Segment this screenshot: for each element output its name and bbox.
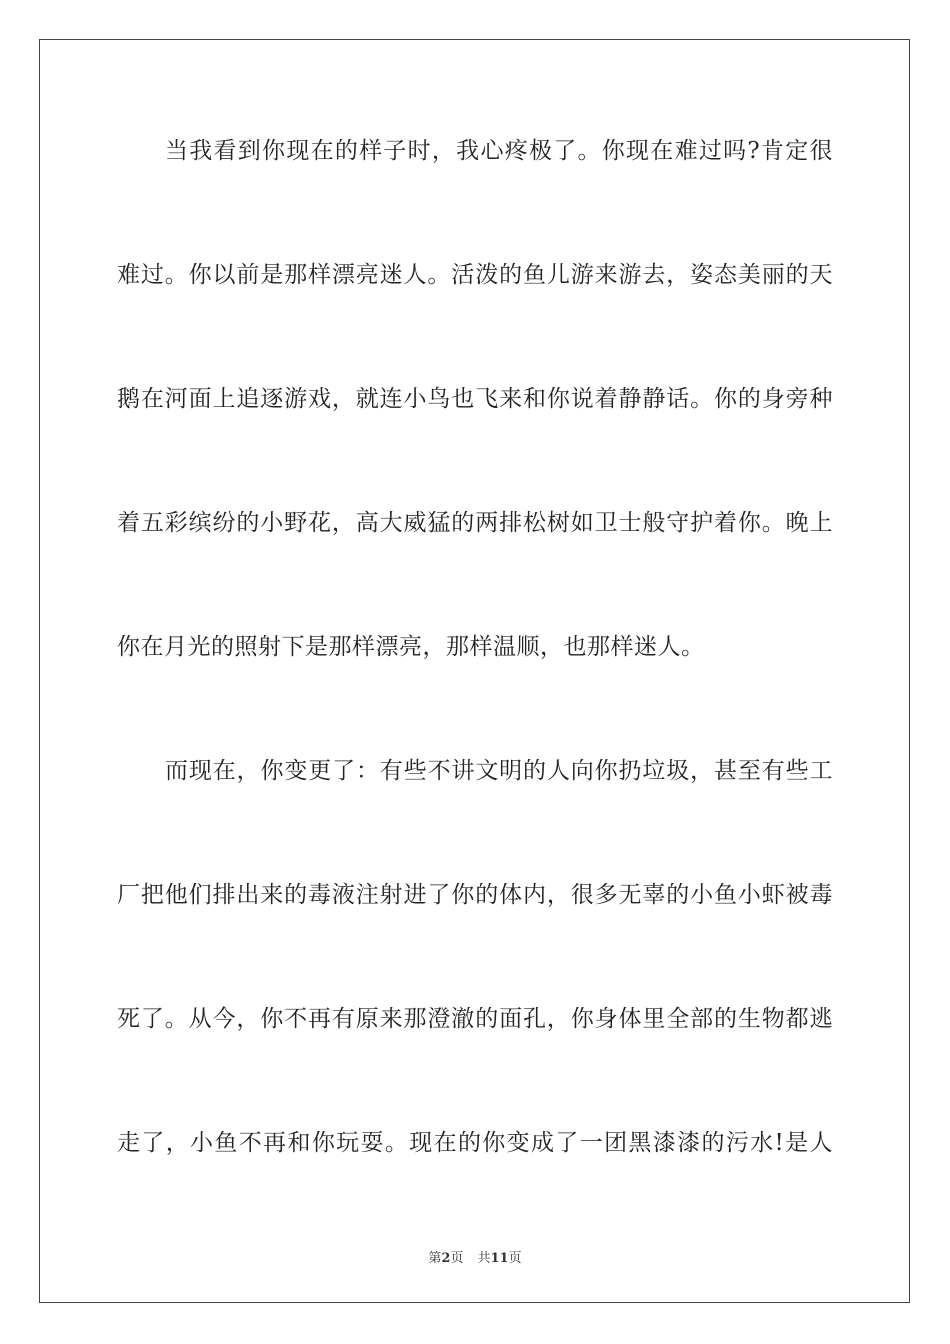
total-pages: 11 bbox=[490, 1251, 509, 1266]
total-suffix: 页 bbox=[508, 1251, 522, 1266]
page-number: 2 bbox=[441, 1251, 451, 1266]
total-prefix: 共 bbox=[477, 1251, 491, 1266]
paragraph-1-line-2: 难过。你以前是那样漂亮迷人。活泼的鱼儿游来游去，姿态美丽的天 bbox=[117, 262, 833, 288]
page-prefix: 第 bbox=[428, 1251, 442, 1266]
paragraph-2-line-2: 厂把他们排出来的毒液注射进了你的体内，很多无辜的小鱼小虾被毒 bbox=[117, 882, 833, 908]
paragraph-1-line-4: 着五彩缤纷的小野花，高大威猛的两排松树如卫士般守护着你。晚上 bbox=[117, 510, 833, 536]
page-footer bbox=[0, 1247, 950, 1266]
page-suffix: 页 bbox=[450, 1251, 464, 1266]
paragraph-2-line-4: 走了，小鱼不再和你玩耍。现在的你变成了一团黑漆漆的污水!是人 bbox=[117, 1130, 833, 1156]
paragraph-1-line-3: 鹅在河面上追逐游戏，就连小鸟也飞来和你说着静静话。你的身旁种 bbox=[117, 386, 833, 412]
paragraph-2-line-3: 死了。从今，你不再有原来那澄澈的面孔，你身体里全部的生物都逃 bbox=[117, 1006, 833, 1032]
paragraph-1-line-1: 当我看到你现在的样子时，我心疼极了。你现在难过吗?肯定很 bbox=[165, 138, 833, 164]
paragraph-2-line-1: 而现在，你变更了：有些不讲文明的人向你扔垃圾，甚至有些工 bbox=[165, 758, 833, 784]
page-border bbox=[39, 39, 910, 1303]
paragraph-1-line-5: 你在月光的照射下是那样漂亮，那样温顺，也那样迷人。 bbox=[117, 634, 705, 660]
